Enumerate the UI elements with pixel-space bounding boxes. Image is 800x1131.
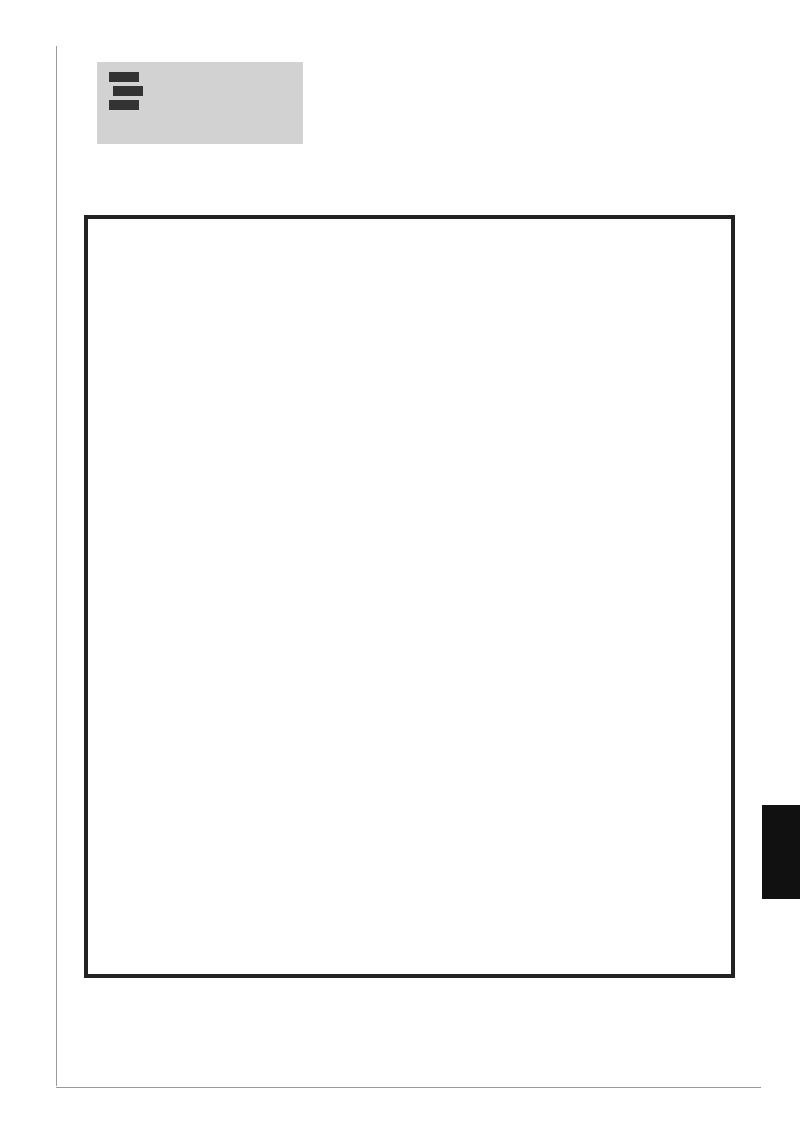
side-tab: [762, 805, 800, 899]
logo: [97, 62, 303, 144]
visa-table-frame: [84, 215, 735, 978]
footer-divider: [56, 1087, 761, 1088]
logo-mark-icon: [107, 68, 145, 116]
